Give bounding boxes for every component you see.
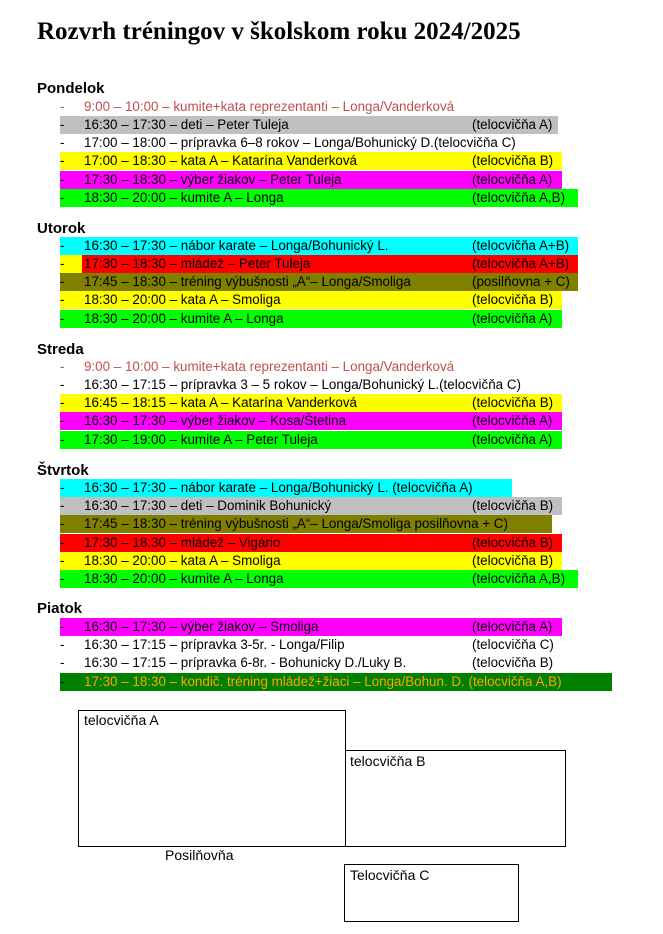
gym-c-label: Telocvičňa C: [350, 867, 430, 883]
weights-room-label: Posilňovňa: [165, 847, 234, 863]
session-text: 9:00 – 10:00 – kumite+kata reprezentanti – Longa/Vanderková: [84, 359, 455, 374]
session-location: (telocvičňa A): [472, 172, 553, 187]
row-bullet: -: [60, 571, 65, 586]
session-location: (posilňovna + C): [472, 274, 570, 289]
row-bullet: -: [60, 274, 65, 289]
schedule-row: [60, 673, 612, 691]
row-bullet: -: [60, 117, 65, 132]
row-bullet: -: [60, 553, 65, 568]
row-bullet: -: [60, 413, 65, 428]
schedule-row: [60, 552, 562, 570]
row-bullet: -: [60, 535, 65, 550]
schedule-row: [60, 237, 578, 255]
schedule-row: [60, 515, 552, 533]
schedule-row: [60, 116, 558, 134]
session-text: 17:00 – 18:30 – kata A – Katarína Vanderková: [84, 153, 357, 168]
row-bullet: -: [60, 480, 65, 495]
schedule-row: [60, 636, 580, 654]
session-location: (telocvičňa A): [472, 311, 553, 326]
day-heading: Utorok: [37, 220, 86, 237]
session-location: (telocvičňa A): [472, 432, 553, 447]
row-bullet: -: [60, 516, 65, 531]
session-text: 17:00 – 18:00 – prípravka 6–8 rokov – Longa/Bohunický D.(telocvičňa C): [84, 135, 516, 150]
session-text: 18:30 – 20:00 – kumite A – Longa: [84, 571, 284, 586]
day-heading: Štvrtok: [37, 462, 89, 479]
schedule-row: [60, 189, 578, 207]
row-bullet: -: [60, 292, 65, 307]
schedule-row: [60, 497, 562, 515]
gym-a-label: telocvičňa A: [84, 712, 159, 728]
session-text: 17:30 – 19:00 – kumite A – Peter Tuleja: [84, 432, 318, 447]
row-bullet: -: [60, 637, 65, 652]
session-text: 17:30 – 18:30 – mládež – Peter Tuleja: [84, 256, 311, 271]
gym-b-label: telocvičňa B: [350, 753, 426, 769]
session-text: 16:30 – 17:30 – výber žiakov – Kosa/Štetina: [84, 413, 347, 428]
session-text: 16:45 – 18:15 – kata A – Katarína Vanderková: [84, 395, 357, 410]
session-text: 18:30 – 20:00 – kumite A – Longa: [84, 311, 284, 326]
schedule-row: [60, 412, 562, 430]
session-text: 18:30 – 20:00 – kumite A – Longa: [84, 190, 284, 205]
session-location: (telocvičňa B): [472, 292, 554, 307]
row-bullet: -: [60, 311, 65, 326]
row-bullet: -: [60, 238, 65, 253]
row-bullet: -: [60, 190, 65, 205]
schedule-row: [60, 376, 580, 394]
row-bullet: -: [60, 619, 65, 634]
row-bullet: -: [60, 153, 65, 168]
row-bullet: -: [60, 256, 65, 271]
session-text: 17:30 – 18:30 – kondič. tréning mládež+žiaci – Longa/Bohun. D. (telocvičňa A,B): [84, 674, 562, 689]
session-location: (telocvičňa B): [472, 535, 554, 550]
session-location: (telocvičňa A,B): [472, 571, 566, 586]
day-heading: Pondelok: [37, 80, 105, 97]
session-text: 18:30 – 20:00 – kata A – Smoliga: [84, 553, 281, 568]
session-location: (telocvičňa A+B): [472, 256, 570, 271]
schedule-row: [60, 134, 580, 152]
schedule-row: [60, 431, 562, 449]
schedule-row: [60, 479, 512, 497]
session-text: 16:30 – 17:15 – prípravka 3 – 5 rokov – Longa/Bohunický L.(telocvičňa C): [84, 377, 521, 392]
schedule-row: [60, 98, 580, 116]
session-location: (telocvičňa A): [472, 413, 553, 428]
schedule-row: [60, 273, 578, 291]
schedule-row: [60, 310, 562, 328]
session-text: 16:30 – 17:30 – deti – Peter Tuleja: [84, 117, 289, 132]
session-location: (telocvičňa A+B): [472, 238, 570, 253]
row-bullet: -: [60, 674, 65, 689]
session-text: 16:30 – 17:15 – prípravka 3-5r. - Longa/Filip: [84, 637, 345, 652]
row-bullet: -: [60, 172, 65, 187]
row-bullet: -: [60, 395, 65, 410]
row-bullet: -: [60, 99, 65, 114]
row-bullet: -: [60, 432, 65, 447]
schedule-row: [60, 534, 562, 552]
schedule-row: [60, 171, 562, 189]
schedule-row: [60, 570, 578, 588]
session-text: 17:30 – 18:30 – mládež – Vigário: [84, 535, 281, 550]
session-text: 16:30 – 17:15 – prípravka 6-8r. - Bohunicky D./Luky B.: [84, 655, 407, 670]
schedule-row: [60, 255, 578, 273]
session-location: (telocvičňa B): [472, 655, 554, 670]
row-bullet: -: [60, 498, 65, 513]
schedule-row: [60, 152, 562, 170]
session-location: (telocvičňa C): [472, 637, 554, 652]
schedule-row: [60, 291, 562, 309]
session-location: (telocvičňa B): [472, 395, 554, 410]
session-location: (telocvičňa B): [472, 153, 554, 168]
session-text: 9:00 – 10:00 – kumite+kata reprezentanti – Longa/Vanderková: [84, 99, 455, 114]
schedule-row: [60, 654, 580, 672]
schedule-row: [60, 618, 562, 636]
session-location: (telocvičňa A,B): [472, 190, 566, 205]
session-text: 16:30 – 17:30 – výber žiakov – Smoliga: [84, 619, 319, 634]
page-title: Rozvrh tréningov v školskom roku 2024/2025: [37, 18, 521, 45]
session-text: 16:30 – 17:30 – nábor karate – Longa/Bohunický L. (telocvičňa A): [84, 480, 473, 495]
session-text: 16:30 – 17:30 – nábor karate – Longa/Bohunický L.: [84, 238, 389, 253]
row-bullet: -: [60, 655, 65, 670]
session-text: 17:45 – 18:30 – tréning výbušnosti „A“– Longa/Smoliga: [84, 274, 411, 289]
session-text: 17:45 – 18:30 – tréning výbušnosti „A“– Longa/Smoliga posilňovna + C): [84, 516, 508, 531]
session-location: (telocvičňa B): [472, 553, 554, 568]
row-bullet: -: [60, 377, 65, 392]
session-text: 18:30 – 20:00 – kata A – Smoliga: [84, 292, 281, 307]
day-heading: Piatok: [37, 600, 83, 617]
session-location: (telocvičňa A): [472, 619, 553, 634]
session-text: 16:30 – 17:30 – deti – Dominik Bohunický: [84, 498, 332, 513]
row-bullet: -: [60, 135, 65, 150]
session-location: (telocvičňa A): [472, 117, 553, 132]
session-location: (telocvičňa B): [472, 498, 554, 513]
day-heading: Streda: [37, 341, 84, 358]
schedule-row: [60, 358, 580, 376]
gym-a-box: [78, 710, 346, 847]
schedule-row: [60, 394, 562, 412]
session-text: 17:30 – 18:30 – výber žiakov – Peter Tuleja: [84, 172, 342, 187]
row-bullet: -: [60, 359, 65, 374]
